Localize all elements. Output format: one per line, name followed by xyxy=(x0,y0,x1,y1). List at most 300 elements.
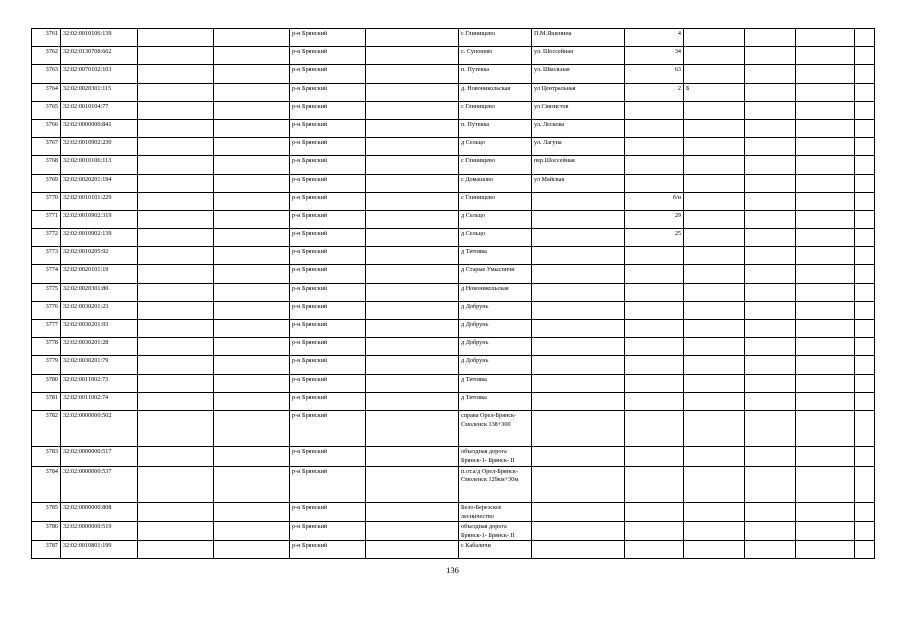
empty-cell xyxy=(855,410,875,446)
empty-cell xyxy=(796,283,855,301)
cadastral-number-cell: 32:02:0000000:537 xyxy=(61,466,138,502)
row-number-cell: 3762 xyxy=(32,47,61,65)
empty-cell xyxy=(855,65,875,83)
building-cell xyxy=(684,192,745,210)
locality-cell: д Добрунь xyxy=(459,301,532,319)
district-cell: р-н Брянский xyxy=(290,338,366,356)
house-cell xyxy=(625,356,684,374)
empty-cell xyxy=(214,447,290,466)
empty-cell xyxy=(366,522,459,541)
district-cell: р-н Брянский xyxy=(290,29,366,47)
table-row xyxy=(32,466,875,502)
street-cell xyxy=(532,502,625,521)
district-cell: р-н Брянский xyxy=(290,374,366,392)
row-number-cell: 3767 xyxy=(32,138,61,156)
empty-cell xyxy=(214,29,290,47)
street-cell: ул. Лескова xyxy=(532,119,625,137)
empty-cell xyxy=(214,101,290,119)
empty-cell xyxy=(214,210,290,228)
empty-cell xyxy=(745,466,796,502)
empty-cell xyxy=(138,83,214,101)
cadastral-number-cell: 32:02:0000000:841 xyxy=(61,119,138,137)
empty-cell xyxy=(745,210,796,228)
table-row xyxy=(32,174,875,192)
house-cell xyxy=(625,138,684,156)
cadastral-number-cell: 32:02:0020301:80 xyxy=(61,283,138,301)
building-cell xyxy=(684,265,745,283)
building-cell xyxy=(684,301,745,319)
row-number-cell: 3761 xyxy=(32,29,61,47)
house-cell: б/н xyxy=(625,192,684,210)
empty-cell xyxy=(366,29,459,47)
empty-cell xyxy=(138,156,214,174)
row-number-cell: 3784 xyxy=(32,466,61,502)
empty-cell xyxy=(745,119,796,137)
empty-cell xyxy=(796,47,855,65)
empty-cell xyxy=(745,356,796,374)
empty-cell xyxy=(366,119,459,137)
table-row xyxy=(32,502,875,521)
empty-cell xyxy=(366,247,459,265)
empty-cell xyxy=(796,210,855,228)
empty-cell xyxy=(745,229,796,247)
cadastral-number-cell: 32:02:0011002:73 xyxy=(61,374,138,392)
building-cell: Б xyxy=(684,83,745,101)
empty-cell xyxy=(366,101,459,119)
table-row xyxy=(32,392,875,410)
row-number-cell: 3783 xyxy=(32,447,61,466)
building-cell xyxy=(684,447,745,466)
empty-cell xyxy=(796,192,855,210)
row-number-cell: 3769 xyxy=(32,174,61,192)
empty-cell xyxy=(366,320,459,338)
row-number-cell: 3785 xyxy=(32,502,61,521)
empty-cell xyxy=(855,101,875,119)
building-cell xyxy=(684,247,745,265)
empty-cell xyxy=(796,466,855,502)
street-cell: ул. Школьная xyxy=(532,65,625,83)
empty-cell xyxy=(745,447,796,466)
empty-cell xyxy=(366,410,459,446)
table-row xyxy=(32,29,875,47)
cadastral-number-cell: 32:02:0000000:502 xyxy=(61,410,138,446)
empty-cell xyxy=(214,374,290,392)
row-number-cell: 3786 xyxy=(32,522,61,541)
row-number-cell: 3771 xyxy=(32,210,61,228)
empty-cell xyxy=(745,522,796,541)
row-number-cell: 3774 xyxy=(32,265,61,283)
empty-cell xyxy=(214,392,290,410)
district-cell: р-н Брянский xyxy=(290,356,366,374)
empty-cell xyxy=(138,119,214,137)
cadastral-number-cell: 32:02:0010101:229 xyxy=(61,192,138,210)
empty-cell xyxy=(855,522,875,541)
empty-cell xyxy=(366,502,459,521)
empty-cell xyxy=(138,138,214,156)
cadastral-number-cell: 32:02:0030201:28 xyxy=(61,338,138,356)
table-row xyxy=(32,47,875,65)
row-number-cell: 3781 xyxy=(32,392,61,410)
district-cell: р-н Брянский xyxy=(290,392,366,410)
empty-cell xyxy=(138,466,214,502)
empty-cell xyxy=(855,466,875,502)
house-cell xyxy=(625,119,684,137)
house-cell xyxy=(625,247,684,265)
street-cell: ул Майская xyxy=(532,174,625,192)
empty-cell xyxy=(745,541,796,559)
empty-cell xyxy=(214,83,290,101)
empty-cell xyxy=(366,47,459,65)
district-cell: р-н Брянский xyxy=(290,210,366,228)
empty-cell xyxy=(366,301,459,319)
street-cell xyxy=(532,541,625,559)
house-cell: 29 xyxy=(625,210,684,228)
empty-cell xyxy=(745,174,796,192)
empty-cell xyxy=(745,65,796,83)
empty-cell xyxy=(138,229,214,247)
street-cell xyxy=(532,522,625,541)
house-cell xyxy=(625,410,684,446)
empty-cell xyxy=(796,502,855,521)
district-cell: р-н Брянский xyxy=(290,47,366,65)
house-cell xyxy=(625,522,684,541)
district-cell: р-н Брянский xyxy=(290,192,366,210)
house-cell xyxy=(625,283,684,301)
empty-cell xyxy=(796,301,855,319)
empty-cell xyxy=(214,156,290,174)
house-cell: 63 xyxy=(625,65,684,83)
row-number-cell: 3764 xyxy=(32,83,61,101)
cadastral-number-cell: 32:02:0000000:517 xyxy=(61,447,138,466)
empty-cell xyxy=(138,247,214,265)
empty-cell xyxy=(214,541,290,559)
building-cell xyxy=(684,29,745,47)
empty-cell xyxy=(745,374,796,392)
cadastral-number-cell: 32:02:0020301:115 xyxy=(61,83,138,101)
building-cell xyxy=(684,156,745,174)
row-number-cell: 3778 xyxy=(32,338,61,356)
empty-cell xyxy=(855,119,875,137)
empty-cell xyxy=(214,466,290,502)
empty-cell xyxy=(214,320,290,338)
empty-cell xyxy=(796,320,855,338)
table-row xyxy=(32,65,875,83)
district-cell: р-н Брянский xyxy=(290,101,366,119)
empty-cell xyxy=(855,338,875,356)
district-cell: р-н Брянский xyxy=(290,283,366,301)
table-row xyxy=(32,301,875,319)
table-row xyxy=(32,138,875,156)
cadastral-number-cell: 32:02:0020201:194 xyxy=(61,174,138,192)
locality-cell: с Глинищево xyxy=(459,192,532,210)
house-cell xyxy=(625,447,684,466)
building-cell xyxy=(684,338,745,356)
locality-cell: д Титовка xyxy=(459,374,532,392)
row-number-cell: 3779 xyxy=(32,356,61,374)
empty-cell xyxy=(366,392,459,410)
cadastral-number-cell: 32:02:0010902:230 xyxy=(61,138,138,156)
district-cell: р-н Брянский xyxy=(290,247,366,265)
cadastral-number-cell: 32:02:0010106:113 xyxy=(61,156,138,174)
street-cell: П.М.Яшенина xyxy=(532,29,625,47)
empty-cell xyxy=(745,301,796,319)
empty-cell xyxy=(138,522,214,541)
empty-cell xyxy=(796,29,855,47)
empty-cell xyxy=(138,541,214,559)
cadastral-number-cell: 32:02:0030201:23 xyxy=(61,301,138,319)
empty-cell xyxy=(138,283,214,301)
cadastral-number-cell: 32:02:0070102:103 xyxy=(61,65,138,83)
empty-cell xyxy=(855,192,875,210)
empty-cell xyxy=(796,229,855,247)
locality-cell: д Сельцо xyxy=(459,229,532,247)
locality-cell: д Сельцо xyxy=(459,138,532,156)
empty-cell xyxy=(366,338,459,356)
empty-cell xyxy=(366,210,459,228)
empty-cell xyxy=(366,466,459,502)
empty-cell xyxy=(366,541,459,559)
row-number-cell: 3773 xyxy=(32,247,61,265)
empty-cell xyxy=(214,283,290,301)
empty-cell xyxy=(366,65,459,83)
building-cell xyxy=(684,210,745,228)
house-cell xyxy=(625,466,684,502)
empty-cell xyxy=(796,101,855,119)
cadastral-number-cell: 32:02:0011002:74 xyxy=(61,392,138,410)
building-cell xyxy=(684,101,745,119)
table-row xyxy=(32,356,875,374)
empty-cell xyxy=(138,374,214,392)
empty-cell xyxy=(745,502,796,521)
empty-cell xyxy=(745,138,796,156)
locality-cell: д Добрунь xyxy=(459,338,532,356)
empty-cell xyxy=(855,47,875,65)
empty-cell xyxy=(855,541,875,559)
empty-cell xyxy=(366,192,459,210)
district-cell: р-н Брянский xyxy=(290,447,366,466)
building-cell xyxy=(684,356,745,374)
district-cell: р-н Брянский xyxy=(290,229,366,247)
empty-cell xyxy=(138,338,214,356)
house-cell xyxy=(625,101,684,119)
empty-cell xyxy=(366,83,459,101)
empty-cell xyxy=(855,83,875,101)
empty-cell xyxy=(138,65,214,83)
locality-cell: д Титовка xyxy=(459,392,532,410)
empty-cell xyxy=(366,356,459,374)
empty-cell xyxy=(796,83,855,101)
empty-cell xyxy=(745,283,796,301)
row-number-cell: 3782 xyxy=(32,410,61,446)
empty-cell xyxy=(796,247,855,265)
empty-cell xyxy=(214,265,290,283)
building-cell xyxy=(684,502,745,521)
table-row xyxy=(32,283,875,301)
empty-cell xyxy=(855,283,875,301)
empty-cell xyxy=(796,119,855,137)
empty-cell xyxy=(796,65,855,83)
building-cell xyxy=(684,374,745,392)
empty-cell xyxy=(366,138,459,156)
district-cell: р-н Брянский xyxy=(290,265,366,283)
street-cell xyxy=(532,210,625,228)
empty-cell xyxy=(138,410,214,446)
empty-cell xyxy=(138,502,214,521)
street-cell xyxy=(532,301,625,319)
empty-cell xyxy=(855,174,875,192)
table-row xyxy=(32,541,875,559)
street-cell xyxy=(532,283,625,301)
street-cell xyxy=(532,466,625,502)
cadastral-number-cell: 32:02:0000000:808 xyxy=(61,502,138,521)
empty-cell xyxy=(796,338,855,356)
empty-cell xyxy=(214,138,290,156)
table-row xyxy=(32,192,875,210)
table-row xyxy=(32,156,875,174)
empty-cell xyxy=(796,447,855,466)
empty-cell xyxy=(214,119,290,137)
empty-cell xyxy=(214,356,290,374)
empty-cell xyxy=(745,156,796,174)
table-row xyxy=(32,374,875,392)
house-cell xyxy=(625,174,684,192)
empty-cell xyxy=(214,47,290,65)
empty-cell xyxy=(214,502,290,521)
locality-cell: объездная дорога Брянск-1- Брянск- II xyxy=(459,522,532,541)
empty-cell xyxy=(138,29,214,47)
empty-cell xyxy=(855,265,875,283)
table-row xyxy=(32,210,875,228)
empty-cell xyxy=(138,174,214,192)
empty-cell xyxy=(745,247,796,265)
empty-cell xyxy=(745,265,796,283)
locality-cell: д Титовка xyxy=(459,247,532,265)
house-cell xyxy=(625,338,684,356)
row-number-cell: 3780 xyxy=(32,374,61,392)
locality-cell: п. Путевка xyxy=(459,119,532,137)
empty-cell xyxy=(214,174,290,192)
street-cell: ул Связистов xyxy=(532,101,625,119)
street-cell: ул. Лагуна xyxy=(532,138,625,156)
locality-cell: с Глинищево xyxy=(459,101,532,119)
district-cell: р-н Брянский xyxy=(290,502,366,521)
street-cell xyxy=(532,410,625,446)
row-number-cell: 3768 xyxy=(32,156,61,174)
house-cell: 2 xyxy=(625,83,684,101)
house-cell: 34 xyxy=(625,47,684,65)
building-cell xyxy=(684,174,745,192)
empty-cell xyxy=(745,320,796,338)
empty-cell xyxy=(855,29,875,47)
house-cell xyxy=(625,156,684,174)
locality-cell: с Домашово xyxy=(459,174,532,192)
street-cell xyxy=(532,229,625,247)
house-cell: 4 xyxy=(625,29,684,47)
house-cell xyxy=(625,320,684,338)
row-number-cell: 3770 xyxy=(32,192,61,210)
building-cell xyxy=(684,466,745,502)
empty-cell xyxy=(855,301,875,319)
locality-cell: д Новоникольская xyxy=(459,283,532,301)
table-row xyxy=(32,447,875,466)
table-row xyxy=(32,83,875,101)
district-cell: р-н Брянский xyxy=(290,65,366,83)
empty-cell xyxy=(855,138,875,156)
cadastral-number-cell: 32:02:0010104:77 xyxy=(61,101,138,119)
empty-cell xyxy=(745,101,796,119)
empty-cell xyxy=(366,229,459,247)
street-cell xyxy=(532,247,625,265)
empty-cell xyxy=(796,138,855,156)
locality-cell: с Кабаличи xyxy=(459,541,532,559)
empty-cell xyxy=(855,229,875,247)
table-row xyxy=(32,119,875,137)
district-cell: р-н Брянский xyxy=(290,174,366,192)
empty-cell xyxy=(855,447,875,466)
empty-cell xyxy=(796,174,855,192)
district-cell: р-н Брянский xyxy=(290,466,366,502)
locality-cell: п. Путевка xyxy=(459,65,532,83)
empty-cell xyxy=(214,410,290,446)
row-number-cell: 3787 xyxy=(32,541,61,559)
locality-cell: д Добрунь xyxy=(459,320,532,338)
house-cell xyxy=(625,541,684,559)
registry-table xyxy=(31,28,875,559)
table-row xyxy=(32,410,875,446)
empty-cell xyxy=(138,320,214,338)
cadastral-number-cell: 32:02:0010205:92 xyxy=(61,247,138,265)
empty-cell xyxy=(745,338,796,356)
district-cell: р-н Брянский xyxy=(290,138,366,156)
locality-cell: с Глинищево xyxy=(459,156,532,174)
locality-cell: объездная дорога Брянск-1- Брянск- II xyxy=(459,447,532,466)
empty-cell xyxy=(796,410,855,446)
empty-cell xyxy=(855,156,875,174)
row-number-cell: 3772 xyxy=(32,229,61,247)
street-cell xyxy=(532,192,625,210)
street-cell xyxy=(532,356,625,374)
cadastral-number-cell: 32:02:0010902:319 xyxy=(61,210,138,228)
empty-cell xyxy=(366,283,459,301)
empty-cell xyxy=(214,338,290,356)
house-cell xyxy=(625,502,684,521)
row-number-cell: 3777 xyxy=(32,320,61,338)
street-cell xyxy=(532,374,625,392)
locality-cell: п.от.а/д Орел-Брянск-Смоленск 129км+30м xyxy=(459,466,532,502)
empty-cell xyxy=(855,356,875,374)
locality-cell: д Добрунь xyxy=(459,356,532,374)
house-cell xyxy=(625,374,684,392)
document-page xyxy=(31,28,874,559)
building-cell xyxy=(684,392,745,410)
house-cell xyxy=(625,265,684,283)
empty-cell xyxy=(745,410,796,446)
empty-cell xyxy=(138,101,214,119)
building-cell xyxy=(684,229,745,247)
empty-cell xyxy=(796,265,855,283)
empty-cell xyxy=(745,83,796,101)
street-cell xyxy=(532,320,625,338)
cadastral-number-cell: 32:02:0010902:139 xyxy=(61,229,138,247)
cadastral-number-cell: 32:02:0030201:79 xyxy=(61,356,138,374)
empty-cell xyxy=(796,374,855,392)
table-row xyxy=(32,265,875,283)
district-cell: р-н Брянский xyxy=(290,541,366,559)
empty-cell xyxy=(855,210,875,228)
empty-cell xyxy=(366,447,459,466)
table-row xyxy=(32,522,875,541)
locality-cell: справа Орел-Брянск-Смоленск 138+300 xyxy=(459,410,532,446)
